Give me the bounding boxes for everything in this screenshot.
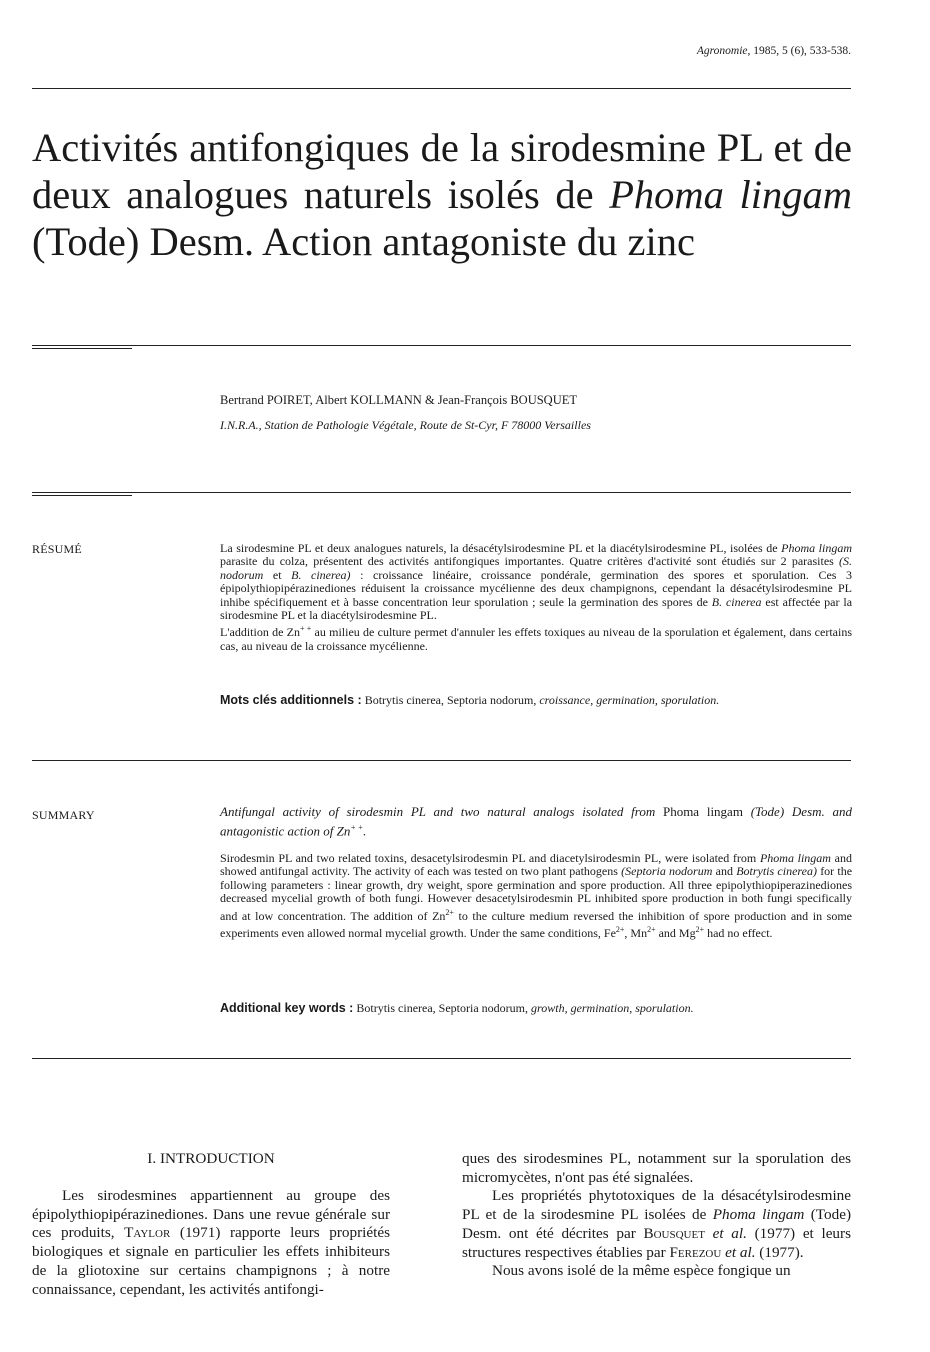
resume-keywords-label: Mots clés additionnels : xyxy=(220,693,362,707)
right-column xyxy=(462,1150,851,1281)
intro-paragraph-1-cont: ques des sirodesmines PL, notamment sur la sporulation des micromycètes, n'ont pas été signalées. xyxy=(462,1150,851,1186)
summary-rule xyxy=(32,1058,851,1059)
summary-title: Antifungal activity of sirodesmin PL and two natural analogs isolated from Phoma lingam (Tode) Desm. and antagonistic action of Zn+ +. xyxy=(220,804,853,839)
summary-keywords-label: Additional key words : xyxy=(220,1001,354,1015)
resume-paragraph-1: La sirodesmine PL et deux analogues naturels, la désacétylsirodesmine PL et la diacétylsirodesmine PL, isolées de Phoma lingam parasite du colza, présentent des activités antifongiques importantes. Quatre critères d'activité sont étudiés sur 2 parasites (S. nodorum et B. cinerea) : croissance linéaire, croissance pondérale, germination des spores et sporulation. Ces 3 épipolythiopipérazinediones réduisent la croissance mycélienne des deux champignons, cependant la désacétylsirodesmine PL inhibe spécifiquement et à basse concentration leur sporulation ; seule la germination des spores de B. cinerea est affectée par la sirodesmine PL et la diacétylsirodesmine PL. xyxy=(220,541,853,623)
journal-citation xyxy=(697,45,851,57)
authors-rule xyxy=(32,492,851,493)
author-list: Bertrand POIRET, Albert KOLLMANN & Jean-François BOUSQUET xyxy=(220,393,578,407)
summary-paragraph: Sirodesmin PL and two related toxins, desacetylsirodesmin PL and diacetylsirodesmin PL, were isolated from Phoma lingam and showed antifungal activity. The activity of each was tested on two plant pathogens (Septoria nodorum and Botrytis cinerea) for the following parameters : linear growth, dry weight, spore germination and spore production. All three epipolythiopiperazinediones decreased mycelial growth of both fungi. However desacetylsirodesmin PL inhibited spore production in both fungi specifically and at low concentration. The addition of $Zn^{2+}$ to the culture medium reversed the inhibition of spore production and in some experiments even allowed normal mycelial growth. Under the same conditions, $Fe^{2+}$, $Mn^{2+}$ and $Mg^{2+}$ had no effect. xyxy=(220,851,853,941)
resume-keywords: Mots clés additionnels : Botrytis cinerea, Septoria nodorum, croissance, germination, sporulation. xyxy=(220,693,720,707)
intro-paragraph-1: Les sirodesmines appartiennent au groupe des épipolythiopipérazinediones. Dans une revue générale sur ces produits, Taylor (1971) rapporte leurs propriétés biologiques et signale en particulier les effets inhibiteurs de la gliotoxine sur certains champignons ; à notre connaissance, cependant, les activités antifongi- xyxy=(32,1187,391,1298)
authors-rule-accent xyxy=(32,495,132,496)
affiliation: I.N.R.A., Station de Pathologie Végétale, Route de St-Cyr, F 78000 Versailles xyxy=(220,418,591,432)
summary-label: SUMMARY xyxy=(32,808,95,822)
left-column xyxy=(32,1187,390,1299)
summary-text xyxy=(220,852,852,940)
title-rule-accent xyxy=(32,348,132,349)
article-title: Activités antifongiques de la sirodesmine PL et de deux analogues naturels isolés de Phoma lingam (Tode) Desm. Action antagoniste du zinc xyxy=(32,125,852,264)
introduction-heading: I. INTRODUCTION xyxy=(147,1150,275,1167)
journal-name: Agronomie xyxy=(696,45,748,57)
intro-paragraph-2: Les propriétés phytotoxiques de la désacétylsirodesmine PL et de la sirodesmine PL isolées de Phoma lingam (Tode) Desm. ont été décrites par Bousquet et al. (1977) et leurs structures respectives établies par Ferezou et al. (1977). xyxy=(462,1187,852,1261)
resume-label: RÉSUMÉ xyxy=(32,542,82,556)
intro-paragraph-3: Nous avons isolé de la même espèce fongique un xyxy=(492,1262,791,1280)
summary-keywords: Additional key words : Botrytis cinerea, Septoria nodorum, growth, germination, sporulation. xyxy=(220,1001,694,1015)
title-rule xyxy=(32,345,851,346)
resume-text xyxy=(220,542,852,653)
title-genus: Phoma lingam xyxy=(609,172,852,217)
resume-paragraph-2: L'addition de Zn+ + au milieu de culture permet d'annuler les effets toxiques au niveau de la sporulation et également, dans certains cas, au niveau de la croissance mycélienne. xyxy=(220,624,852,653)
resume-rule xyxy=(32,760,851,761)
header-rule xyxy=(32,88,851,89)
journal-issue: , 1985, 5 (6), 533-538. xyxy=(747,45,851,57)
